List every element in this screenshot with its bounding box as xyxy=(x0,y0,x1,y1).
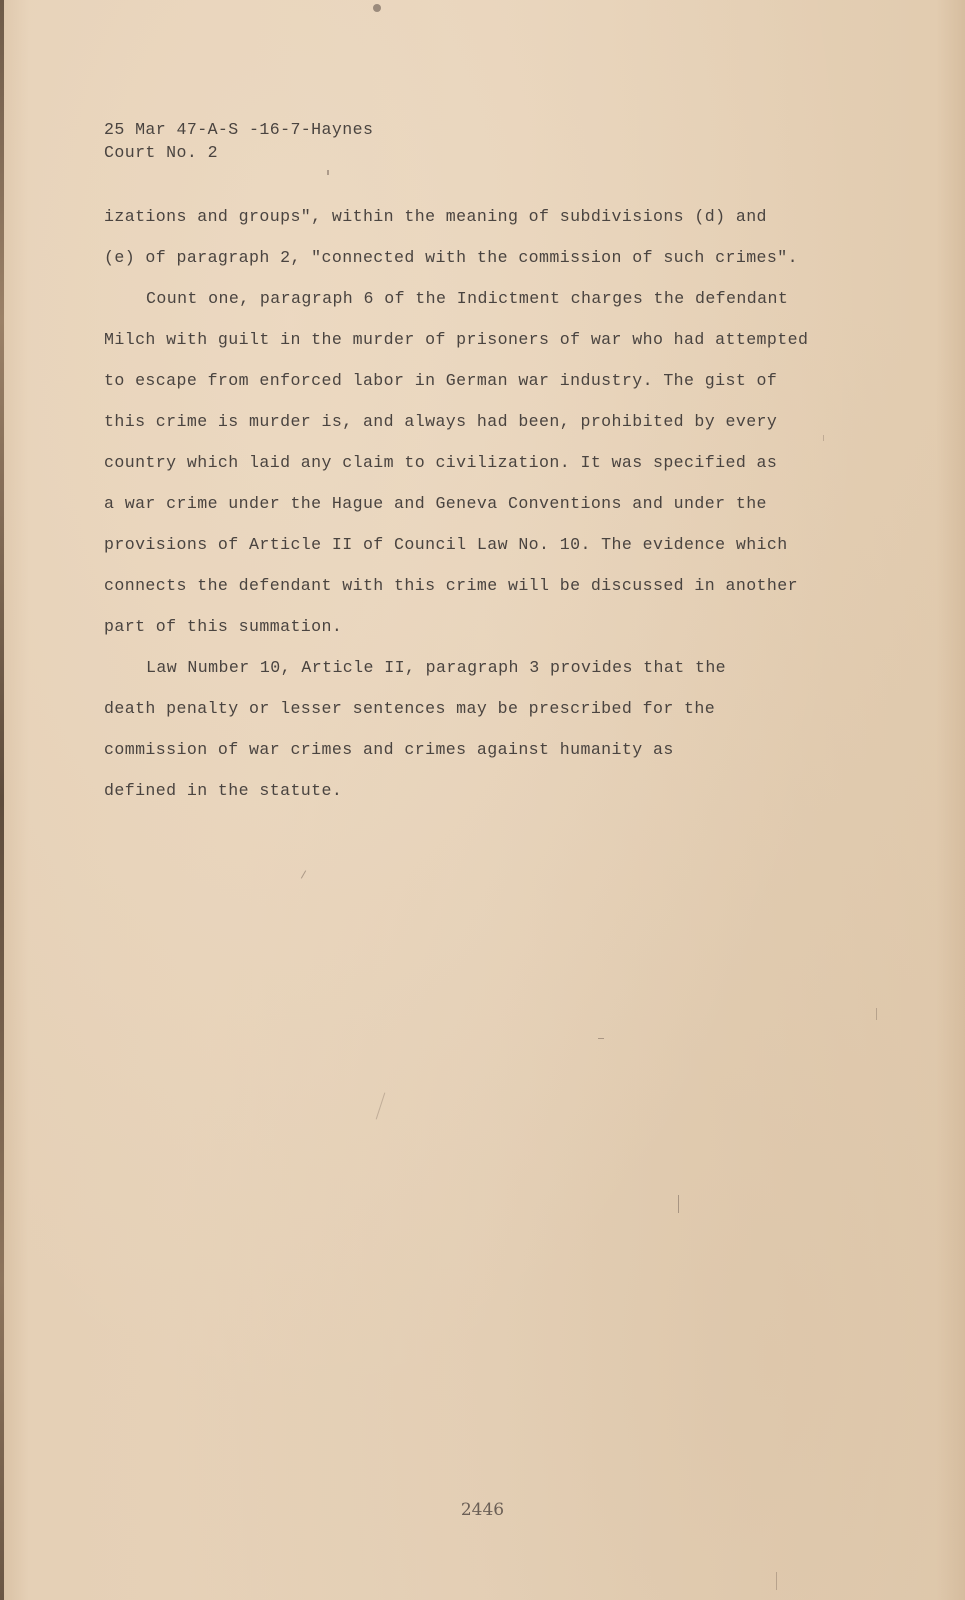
paper-speck xyxy=(776,1572,777,1590)
body-line: death penalty or lesser sentences may be prescribed for the xyxy=(104,699,716,718)
paper-speck xyxy=(301,870,306,878)
body-line: provisions of Article II of Council Law No. 10. The evidence which xyxy=(104,535,788,554)
body-line: a war crime under the Hague and Geneva Conventions and under the xyxy=(104,494,767,513)
body-line: (e) of paragraph 2, "connected with the commission of such crimes". xyxy=(104,248,798,267)
paper-speck xyxy=(376,1093,386,1120)
page-number: 2446 xyxy=(460,1500,505,1520)
paper-speck xyxy=(598,1038,604,1039)
body-line: defined in the statute. xyxy=(104,781,343,800)
paper-speck xyxy=(876,1008,877,1020)
document-header xyxy=(104,118,373,164)
body-line: Milch with guilt in the murder of prisoners of war who had attempted xyxy=(104,330,809,349)
page-left-edge xyxy=(0,0,4,1600)
body-line: Count one, paragraph 6 of the Indictment charges the defendant xyxy=(146,289,789,308)
body-line: to escape from enforced labor in German war industry. The gist of xyxy=(104,371,778,390)
body-line: commission of war crimes and crimes against humanity as xyxy=(104,740,674,759)
body-line: connects the defendant with this crime will be discussed in another xyxy=(104,576,798,595)
body-line: izations and groups", within the meaning of subdivisions (d) and xyxy=(104,207,767,226)
paper-speck xyxy=(327,170,329,175)
body-line: this crime is murder is, and always had been, prohibited by every xyxy=(104,412,778,431)
header-court: Court No. 2 xyxy=(104,143,218,162)
header-reference: 25 Mar 47-A-S -16-7-Haynes xyxy=(104,120,374,139)
punch-hole xyxy=(373,4,381,12)
body-line: part of this summation. xyxy=(104,617,343,636)
paper-speck xyxy=(823,435,824,441)
document-body xyxy=(104,196,809,811)
body-line: country which laid any claim to civilization. It was specified as xyxy=(104,453,778,472)
paper-speck xyxy=(678,1195,679,1213)
body-line: Law Number 10, Article II, paragraph 3 provides that the xyxy=(146,658,727,677)
